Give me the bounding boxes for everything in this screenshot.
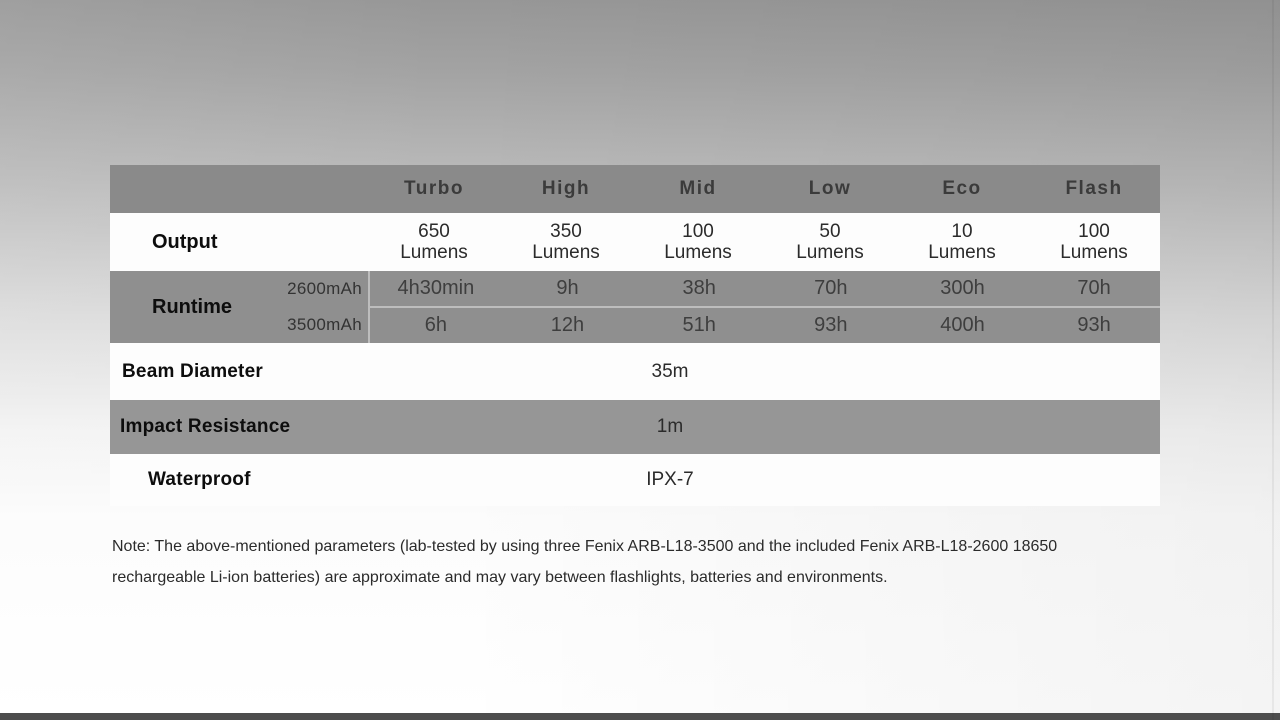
lumens-number: 10 bbox=[951, 221, 973, 242]
row-label-beam-diameter: Beam Diameter bbox=[122, 360, 263, 382]
note-line-1: Note: The above-mentioned parameters (lab-tested by using three Fenix ARB-L18-3500 and the included Fenix ARB-L18-2600 18650 bbox=[112, 538, 1058, 555]
lumens-unit: Lumens bbox=[796, 242, 864, 263]
runtime-2600-high: 9h bbox=[556, 277, 579, 299]
lumens-unit: Lumens bbox=[664, 242, 732, 263]
lumens-number: 650 bbox=[418, 221, 450, 242]
impact-resistance-row bbox=[110, 400, 1160, 454]
runtime-row-3500mah bbox=[370, 306, 1160, 343]
row-label-impact-resistance: Impact Resistance bbox=[120, 416, 291, 437]
battery-label-2600mah: 2600mAh bbox=[287, 279, 362, 298]
runtime-label-text: Runtime bbox=[152, 295, 232, 318]
beam-diameter-value: 35m bbox=[651, 360, 689, 382]
runtime-2600-flash: 70h bbox=[1077, 277, 1111, 299]
runtime-2600-low: 70h bbox=[814, 277, 848, 299]
runtime-values bbox=[368, 271, 1160, 343]
column-header-high: High bbox=[541, 178, 591, 199]
output-row bbox=[110, 213, 1160, 271]
column-header-flash: Flash bbox=[1065, 178, 1123, 199]
output-value-turbo bbox=[368, 221, 500, 263]
runtime-band bbox=[110, 271, 1160, 343]
runtime-row-2600mah bbox=[370, 271, 1160, 306]
lumens-number: 100 bbox=[682, 221, 714, 242]
runtime-3500-eco: 400h bbox=[940, 314, 985, 336]
lumens-unit: Lumens bbox=[928, 242, 996, 263]
column-header-mid: Mid bbox=[679, 178, 717, 199]
impact-resistance-value: 1m bbox=[656, 416, 684, 437]
lumens-unit: Lumens bbox=[1060, 242, 1128, 263]
note-text bbox=[112, 531, 1182, 593]
runtime-2600-turbo: 4h30min bbox=[397, 277, 475, 299]
waterproof-row bbox=[110, 454, 1160, 506]
lumens-number: 50 bbox=[819, 221, 841, 242]
lumens-number: 100 bbox=[1078, 221, 1110, 242]
column-header-turbo: Turbo bbox=[404, 178, 464, 199]
bottom-edge-bar bbox=[0, 713, 1280, 720]
column-header-low: Low bbox=[808, 178, 852, 199]
lumens-number: 350 bbox=[550, 221, 582, 242]
output-value-high bbox=[500, 221, 632, 263]
runtime-2600-eco: 300h bbox=[940, 277, 985, 299]
spec-table bbox=[110, 165, 1160, 506]
note-line-2: rechargeable Li-ion batteries) are approximate and may vary between flashlights, batteries and environments. bbox=[112, 569, 888, 586]
table-header-row bbox=[110, 165, 1160, 213]
battery-label-3500mah: 3500mAh bbox=[287, 315, 362, 334]
runtime-3500-high: 12h bbox=[550, 314, 585, 336]
right-edge-artifact bbox=[1272, 0, 1274, 720]
column-header-eco: Eco bbox=[942, 178, 982, 199]
output-value-flash bbox=[1028, 221, 1160, 263]
runtime-3500-mid: 51h bbox=[682, 314, 716, 336]
lumens-unit: Lumens bbox=[532, 242, 600, 263]
lumens-unit: Lumens bbox=[400, 242, 468, 263]
runtime-3500-low: 93h bbox=[814, 314, 848, 336]
runtime-3500-flash: 93h bbox=[1077, 314, 1111, 336]
row-label-output: Output bbox=[152, 230, 218, 253]
beam-diameter-row bbox=[110, 343, 1160, 400]
runtime-3500-turbo: 6h bbox=[424, 314, 447, 336]
waterproof-value: IPX-7 bbox=[646, 469, 694, 490]
runtime-2600-mid: 38h bbox=[682, 277, 716, 299]
output-value-eco bbox=[896, 221, 1028, 263]
output-value-low bbox=[764, 221, 896, 263]
row-label-waterproof: Waterproof bbox=[148, 469, 251, 490]
row-label-runtime bbox=[110, 271, 270, 343]
battery-capacity-labels bbox=[270, 271, 368, 343]
output-value-mid bbox=[632, 221, 764, 263]
